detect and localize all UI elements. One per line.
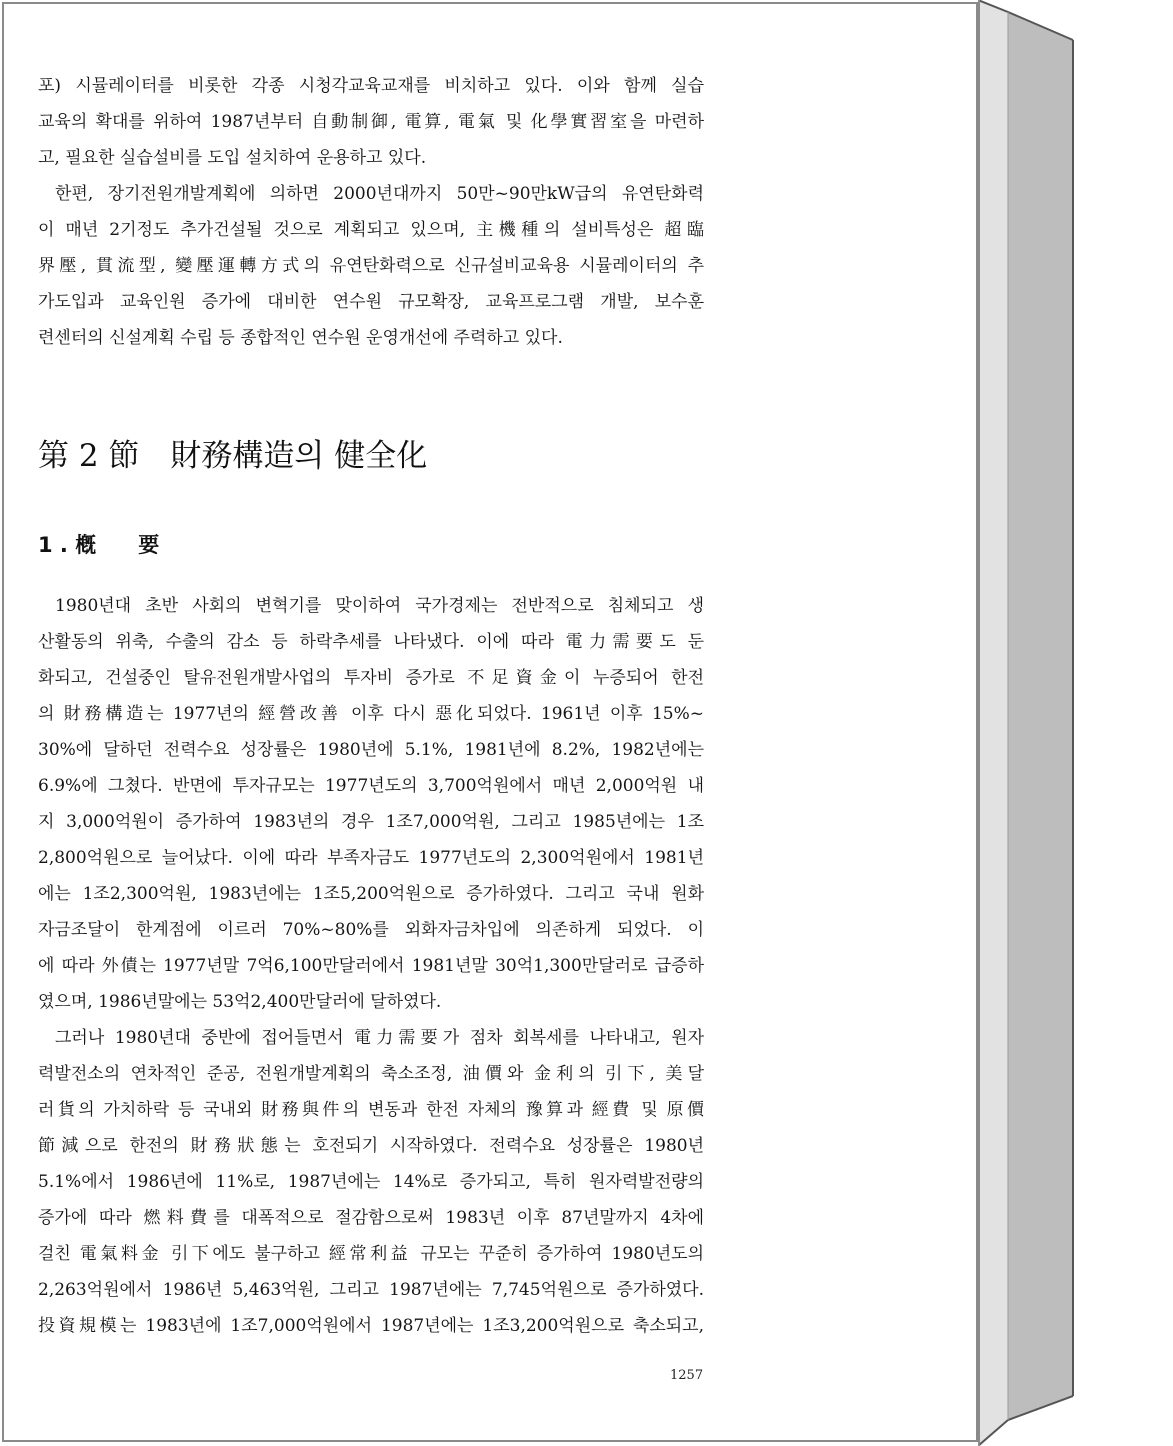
subsection-title: 1 . 槪 要: [38, 533, 160, 557]
paragraph-3-line-1: 1980년대 초반 사회의 변혁기를 맞이하여 국가경제는 전반적으로 침체되고 생: [55, 596, 704, 616]
paragraph-4-line-3: 러貨의 가치하락 등 국내외 財務與件의 변동과 한전 자체의 豫算과 經費 및 原價: [38, 1100, 704, 1120]
section-title: 第 2 節 財務構造의 健全化: [38, 438, 428, 474]
paragraph-3-line-10: 자금조달이 한계점에 이르러 70%~80%를 외화자금차입에 의존하게 되었다. 이: [38, 920, 704, 940]
page-edges-illustration: [978, 0, 1173, 1446]
paragraph-4-line-8: 2,263억원에서 1986년 5,463억원, 그리고 1987년에는 7,745억원으로 증가하였다.: [38, 1280, 704, 1300]
page-number: 1257: [670, 1368, 704, 1383]
paragraph-4-line-2: 력발전소의 연차적인 준공, 전원개발계획의 축소조정, 油價와 金利의 引下, 美달: [38, 1064, 704, 1084]
paragraph-2-line-2: 이 매년 2기정도 추가건설될 것으로 계획되고 있으며, 主機種의 설비특성은 超臨: [38, 220, 704, 240]
paragraph-3-line-2: 산활동의 위축, 수출의 감소 등 하락추세를 나타냈다. 이에 따라 電力需要도 둔: [38, 632, 704, 652]
paragraph-2-line-1: 한편, 장기전원개발계획에 의하면 2000년대까지 50만~90만kW급의 유연탄화력: [55, 184, 704, 204]
main-text-block: [38, 588, 704, 1344]
page-sheet: [2, 2, 978, 1442]
paragraph-4-line-7: 걸친 電氣料金 引下에도 불구하고 經常利益 규모는 꾸준히 증가하여 1980년도의: [38, 1244, 704, 1264]
paragraph-2-line-4: 가도입과 교육인원 증가에 대비한 연수원 규모확장, 교육프로그램 개발, 보수훈: [38, 292, 704, 312]
top-text-block: [38, 68, 704, 356]
paragraph-1-line-1: 포) 시뮬레이터를 비롯한 각종 시청각교육교재를 비치하고 있다. 이와 함께 실습: [38, 76, 704, 96]
paragraph-4-line-4: 節減으로 한전의 財務狀態는 호전되기 시작하였다. 전력수요 성장률은 1980년: [38, 1136, 704, 1156]
paragraph-3-line-6: 6.9%에 그쳤다. 반면에 투자규모는 1977년도의 3,700억원에서 매년 2,000억원 내: [38, 776, 704, 796]
paragraph-4-line-1: 그러나 1980년대 중반에 접어들면서 電力需要가 점차 회복세를 나타내고, 원자: [55, 1028, 704, 1048]
paragraph-2-line-3: 界壓, 貫流型, 變壓運轉方式의 유연탄화력으로 신규설비교육용 시뮬레이터의 추: [38, 256, 704, 276]
paragraph-2-line-5: 련센터의 신설계획 수립 등 종합적인 연수원 운영개선에 주력하고 있다.: [38, 328, 563, 348]
paragraph-1-line-2: 교육의 확대를 위하여 1987년부터 自動制御, 電算, 電氣 및 化學實習室을 마련하: [38, 112, 704, 132]
paragraph-3-line-3: 화되고, 건설중인 탈유전원개발사업의 투자비 증가로 不足資金이 누증되어 한전: [38, 668, 704, 688]
paragraph-4-line-5: 5.1%에서 1986년에 11%로, 1987년에는 14%로 증가되고, 특히 원자력발전량의: [38, 1172, 704, 1192]
paragraph-4-line-6: 증가에 따라 燃料費를 대폭적으로 절감함으로써 1983년 이후 87년말까지 4차에: [38, 1208, 704, 1228]
paragraph-3-line-11: 에 따라 外債는 1977년말 7억6,100만달러에서 1981년말 30억1,300만달러로 급증하: [38, 956, 704, 976]
paragraph-3-line-12: 였으며, 1986년말에는 53억2,400만달러에 달하였다.: [38, 992, 442, 1012]
paragraph-3-line-9: 에는 1조2,300억원, 1983년에는 1조5,200억원으로 증가하였다. 그리고 국내 원화: [38, 884, 704, 904]
paragraph-3-line-4: 의 財務構造는 1977년의 經營改善 이후 다시 惡化되었다. 1961년 이후 15%~: [38, 704, 704, 724]
paragraph-1-line-3: 고, 필요한 실습설비를 도입 설치하여 운용하고 있다.: [38, 148, 427, 168]
paragraph-3-line-5: 30%에 달하던 전력수요 성장률은 1980년에 5.1%, 1981년에 8.2%, 1982년에는: [38, 740, 704, 760]
paragraph-3-line-7: 지 3,000억원이 증가하여 1983년의 경우 1조7,000억원, 그리고 1985년에는 1조: [38, 812, 704, 832]
paragraph-4-line-9: 投資規模는 1983년에 1조7,000억원에서 1987년에는 1조3,200억원으로 축소되고,: [38, 1316, 704, 1336]
paragraph-3-line-8: 2,800억원으로 늘어났다. 이에 따라 부족자금도 1977년도의 2,300억원에서 1981년: [38, 848, 704, 868]
